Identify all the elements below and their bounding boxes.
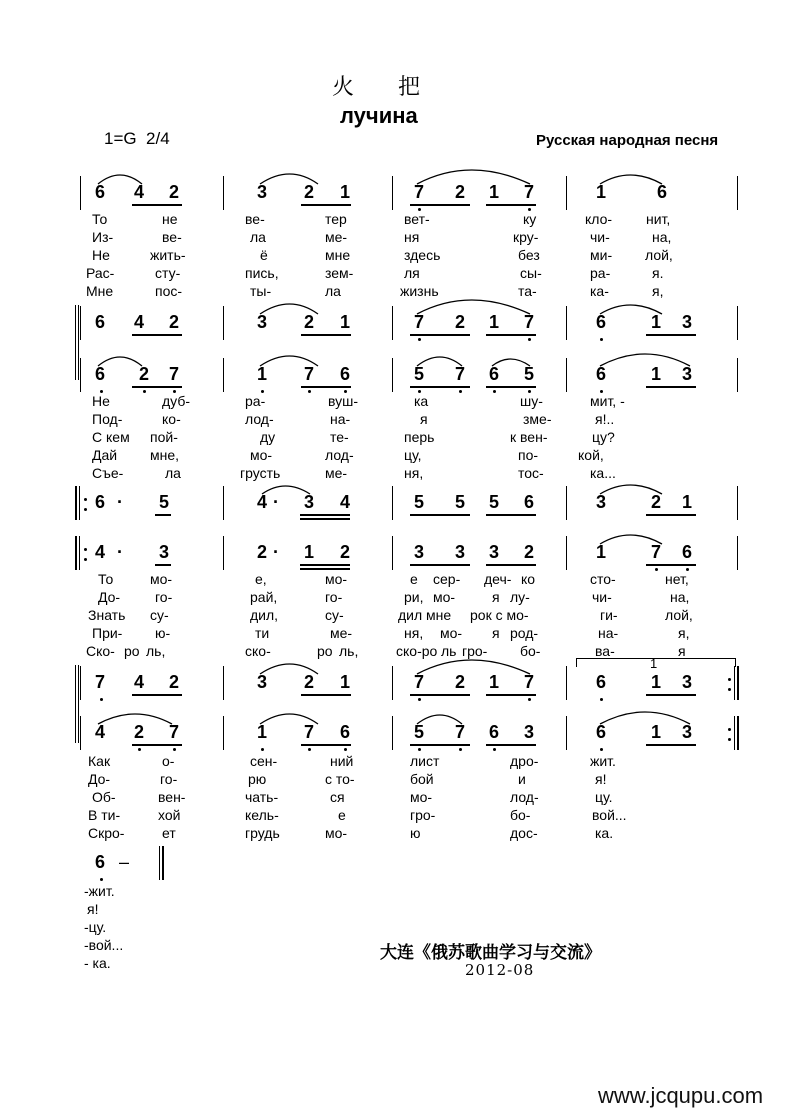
lyric: шу- bbox=[520, 393, 543, 409]
note: 5 bbox=[523, 364, 534, 384]
note: 3 bbox=[681, 312, 692, 332]
lyric: я bbox=[420, 411, 428, 427]
lyrics-verse-3 bbox=[0, 607, 790, 625]
lyric: лод- bbox=[325, 447, 354, 463]
lyric: -цу. bbox=[84, 919, 107, 935]
lyric: е, bbox=[255, 571, 267, 587]
lyric: ний bbox=[330, 753, 354, 769]
lyrics-verse-2 bbox=[0, 589, 790, 607]
lyric: цу, bbox=[404, 447, 422, 463]
lyric: Скро- bbox=[88, 825, 125, 841]
lyric: пос- bbox=[155, 283, 183, 299]
lyric: - ка. bbox=[84, 955, 111, 971]
lyric: Мне bbox=[86, 283, 114, 299]
note: 2 bbox=[168, 182, 179, 202]
lyric: я, bbox=[652, 283, 664, 299]
lyric: При- bbox=[92, 625, 123, 641]
note: 7 bbox=[94, 672, 105, 692]
lyric: я. bbox=[652, 265, 664, 281]
lyric: су- bbox=[150, 607, 169, 623]
note: 1 bbox=[339, 672, 350, 692]
note: 7 bbox=[413, 182, 424, 202]
note: 6 bbox=[488, 364, 499, 384]
lyric: ми- bbox=[590, 247, 613, 263]
lyric: ро bbox=[317, 643, 333, 659]
lyric: ю bbox=[410, 825, 421, 841]
lyric: ме- bbox=[325, 229, 348, 245]
note: 7 bbox=[303, 722, 314, 742]
lyric: лой, bbox=[665, 607, 693, 623]
lyrics-verse-1 bbox=[0, 571, 790, 589]
lyric: Ско- bbox=[86, 643, 115, 659]
note: 3 bbox=[595, 492, 606, 512]
lyric: ти bbox=[255, 625, 270, 641]
lyrics-verse-3 bbox=[0, 789, 790, 807]
lyric: грудь bbox=[245, 825, 280, 841]
lyric: мит, - bbox=[590, 393, 625, 409]
note: 6 bbox=[339, 722, 350, 742]
lyric: здесь bbox=[404, 247, 441, 263]
lyric: жизнь bbox=[400, 283, 439, 299]
slurs-system-3-upper bbox=[0, 472, 790, 502]
note: 5 bbox=[413, 492, 424, 512]
note: 3 bbox=[681, 722, 692, 742]
note: 7 bbox=[650, 542, 661, 562]
lyric: -жит. bbox=[84, 883, 115, 899]
note: 1 bbox=[595, 542, 606, 562]
note: 6 bbox=[488, 722, 499, 742]
lyric: пись, bbox=[245, 265, 279, 281]
note: 6 bbox=[656, 182, 667, 202]
lyric: рок с мо- bbox=[470, 607, 529, 623]
note: 4 bbox=[256, 492, 267, 512]
note: 2 bbox=[138, 364, 149, 384]
note: 2 bbox=[303, 312, 314, 332]
lyric: ль, bbox=[146, 643, 166, 659]
lyric: о- bbox=[162, 753, 175, 769]
lyric: Знать bbox=[88, 607, 126, 623]
lyric: сер- bbox=[433, 571, 461, 587]
lyric: чи- bbox=[590, 229, 610, 245]
lyric: лист bbox=[410, 753, 440, 769]
note: · bbox=[273, 492, 279, 512]
note: · bbox=[117, 542, 123, 562]
lyric: -вой... bbox=[84, 937, 124, 953]
lyric: рай, bbox=[250, 589, 278, 605]
lyric: ско- bbox=[245, 643, 271, 659]
lyric: ку bbox=[523, 211, 537, 227]
note: – bbox=[118, 852, 129, 872]
lyric: ла bbox=[165, 465, 181, 481]
note: 3 bbox=[413, 542, 424, 562]
note: 1 bbox=[339, 182, 350, 202]
note: 1 bbox=[303, 542, 314, 562]
note: 2 bbox=[133, 722, 144, 742]
slurs-system-1 bbox=[0, 162, 790, 192]
lyric: ла bbox=[325, 283, 341, 299]
lyric: зем- bbox=[325, 265, 354, 281]
lyric: дуб- bbox=[162, 393, 191, 409]
lyric: нит, bbox=[646, 211, 671, 227]
lyrics-verse-1 bbox=[0, 211, 790, 229]
note: 1 bbox=[650, 364, 661, 384]
note: 6 bbox=[523, 492, 534, 512]
lyric: То bbox=[92, 211, 108, 227]
note: 6 bbox=[94, 852, 105, 872]
lyric: ду bbox=[260, 429, 276, 445]
note: 4 bbox=[133, 312, 144, 332]
note: 7 bbox=[454, 722, 465, 742]
note: 6 bbox=[595, 364, 606, 384]
slurs-system-3-lower bbox=[0, 522, 790, 552]
lyric: До- bbox=[98, 589, 121, 605]
lyric: ка bbox=[414, 393, 429, 409]
lyric: мо- bbox=[250, 447, 273, 463]
lyric: род- bbox=[510, 625, 539, 641]
lyric: ты- bbox=[250, 283, 272, 299]
note: 2 bbox=[256, 542, 267, 562]
lyrics-verse-4 bbox=[0, 807, 790, 825]
lyric: дос- bbox=[510, 825, 538, 841]
note: · bbox=[273, 542, 279, 562]
lyrics-verse-2 bbox=[0, 229, 790, 247]
lyric: ве- bbox=[162, 229, 182, 245]
note: 5 bbox=[413, 364, 424, 384]
lyric: к вен- bbox=[510, 429, 548, 445]
lyric: Не bbox=[92, 393, 110, 409]
note: 2 bbox=[168, 312, 179, 332]
note: 6 bbox=[681, 542, 692, 562]
lyric: сто- bbox=[590, 571, 616, 587]
lyric: грусть bbox=[240, 465, 281, 481]
lyric: лод- bbox=[510, 789, 539, 805]
lyric: лу- bbox=[510, 589, 530, 605]
staff-system-5 bbox=[0, 850, 790, 880]
lyric: ко- bbox=[162, 411, 181, 427]
note: 1 bbox=[595, 182, 606, 202]
lyric: бо- bbox=[520, 643, 541, 659]
lyric: мо- bbox=[150, 571, 173, 587]
note: 4 bbox=[339, 492, 350, 512]
lyric: мо- bbox=[440, 625, 463, 641]
lyric: лод- bbox=[245, 411, 274, 427]
note: 6 bbox=[94, 364, 105, 384]
lyric: го- bbox=[155, 589, 173, 605]
footer-date: 2012-08 bbox=[465, 961, 535, 979]
footer-credit: 大连《俄苏歌曲学习与交流》 bbox=[380, 943, 601, 963]
lyric: жить- bbox=[150, 247, 186, 263]
lyric: В ти- bbox=[88, 807, 121, 823]
note: 1 bbox=[256, 722, 267, 742]
lyric: Как bbox=[88, 753, 111, 769]
title-russian: лучина bbox=[340, 103, 418, 128]
lyric: ва- bbox=[595, 643, 615, 659]
lyric: мо- bbox=[325, 825, 348, 841]
lyric: ю- bbox=[155, 625, 171, 641]
lyric: ме- bbox=[325, 465, 348, 481]
note: 6 bbox=[339, 364, 350, 384]
lyric: и bbox=[518, 771, 526, 787]
volta-number: 1 bbox=[650, 656, 658, 671]
lyric: ль bbox=[441, 643, 457, 659]
lyric: бо- bbox=[510, 807, 531, 823]
note: 1 bbox=[488, 312, 499, 332]
lyric: ет bbox=[162, 825, 176, 841]
subtitle: Русская народная песня bbox=[536, 132, 719, 149]
note: 2 bbox=[303, 672, 314, 692]
note: 6 bbox=[595, 722, 606, 742]
lyric: гро- bbox=[410, 807, 436, 823]
lyric: кой, bbox=[578, 447, 604, 463]
lyrics-verse-4 bbox=[0, 447, 790, 465]
lyric: перь bbox=[404, 429, 435, 445]
lyric: Съе- bbox=[92, 465, 124, 481]
lyric: вуш- bbox=[328, 393, 359, 409]
lyric: ля bbox=[404, 265, 420, 281]
lyric: дро- bbox=[510, 753, 539, 769]
note: 1 bbox=[256, 364, 267, 384]
lyric: на- bbox=[598, 625, 619, 641]
lyric: ри, bbox=[404, 589, 424, 605]
lyric: деч- bbox=[484, 571, 512, 587]
note: 2 bbox=[168, 672, 179, 692]
lyric: хой bbox=[158, 807, 181, 823]
lyric: нет, bbox=[665, 571, 689, 587]
lyric: ско-ро bbox=[396, 643, 438, 659]
lyric: я, bbox=[678, 625, 690, 641]
lyric: те- bbox=[330, 429, 349, 445]
lyric: Рас- bbox=[86, 265, 115, 281]
key-signature: 1=G 2/4 bbox=[104, 129, 170, 148]
lyric: ль, bbox=[339, 643, 359, 659]
lyric: тер bbox=[325, 211, 347, 227]
lyric: вой... bbox=[592, 807, 627, 823]
lyric: ме- bbox=[330, 625, 353, 641]
slurs-system-2-upper bbox=[0, 292, 790, 322]
lyrics-verse-4 bbox=[0, 265, 790, 283]
lyric: ро bbox=[124, 643, 140, 659]
note: 1 bbox=[339, 312, 350, 332]
lyric: мне bbox=[325, 247, 351, 263]
lyric: го- bbox=[160, 771, 178, 787]
lyric: ка- bbox=[590, 283, 609, 299]
lyric: на, bbox=[670, 589, 690, 605]
lyric: сен- bbox=[250, 753, 278, 769]
lyric: ка... bbox=[590, 465, 616, 481]
note: 4 bbox=[94, 542, 105, 562]
lyric: без bbox=[518, 247, 540, 263]
note: 2 bbox=[339, 542, 350, 562]
lyric: рю bbox=[248, 771, 267, 787]
lyric: е bbox=[338, 807, 346, 823]
lyric: ла bbox=[250, 229, 266, 245]
lyric: дил, bbox=[250, 607, 279, 623]
note: 7 bbox=[168, 722, 179, 742]
lyric: мо- bbox=[410, 789, 433, 805]
note: 7 bbox=[523, 672, 534, 692]
note: 3 bbox=[256, 312, 267, 332]
lyric: ра- bbox=[590, 265, 611, 281]
note: 7 bbox=[303, 364, 314, 384]
lyric: чать- bbox=[245, 789, 279, 805]
lyric: дил мне bbox=[398, 607, 452, 623]
lyrics-verse-3 bbox=[0, 429, 790, 447]
slurs-system-4-lower bbox=[0, 702, 790, 732]
lyric: е bbox=[410, 571, 418, 587]
lyric: зме- bbox=[523, 411, 552, 427]
lyric: Под- bbox=[92, 411, 123, 427]
lyric: я bbox=[492, 625, 500, 641]
note: 1 bbox=[650, 722, 661, 742]
lyric: ня bbox=[404, 229, 420, 245]
lyric: мо- bbox=[433, 589, 456, 605]
website-watermark: www.jcqupu.com bbox=[598, 1083, 764, 1108]
lyric: по- bbox=[518, 447, 539, 463]
note: 7 bbox=[523, 182, 534, 202]
lyric: цу. bbox=[595, 789, 613, 805]
lyric: лой, bbox=[645, 247, 673, 263]
lyric: тос- bbox=[518, 465, 544, 481]
lyric: кло- bbox=[585, 211, 613, 227]
title-chinese: 火把 bbox=[332, 75, 465, 100]
note: 6 bbox=[94, 492, 105, 512]
note: 2 bbox=[454, 182, 465, 202]
lyric: кель- bbox=[245, 807, 279, 823]
lyric: ра- bbox=[245, 393, 266, 409]
lyrics-verse-1 bbox=[0, 753, 790, 771]
lyric: го- bbox=[325, 589, 343, 605]
note: · bbox=[117, 492, 123, 512]
lyric: ня, bbox=[404, 465, 424, 481]
note: 3 bbox=[256, 672, 267, 692]
lyric: цу? bbox=[592, 429, 615, 445]
note: 7 bbox=[454, 364, 465, 384]
slurs-system-4-upper bbox=[0, 652, 790, 682]
lyric: мне, bbox=[150, 447, 180, 463]
note: 2 bbox=[523, 542, 534, 562]
lyrics-verse-4 bbox=[0, 625, 790, 643]
lyric: бой bbox=[410, 771, 434, 787]
lyric: До- bbox=[88, 771, 111, 787]
lyric: мо- bbox=[325, 571, 348, 587]
lyric: ё bbox=[260, 247, 268, 263]
lyric: я bbox=[492, 589, 500, 605]
note: 1 bbox=[488, 672, 499, 692]
note: 1 bbox=[650, 312, 661, 332]
note: 3 bbox=[681, 672, 692, 692]
note: 4 bbox=[94, 722, 105, 742]
note: 3 bbox=[303, 492, 314, 512]
lyric: Дай bbox=[92, 447, 118, 463]
slurs-system-2-lower bbox=[0, 344, 790, 374]
lyric: Не bbox=[92, 247, 110, 263]
lyrics-verse-5 bbox=[0, 825, 790, 843]
lyric: пой- bbox=[150, 429, 178, 445]
note: 4 bbox=[133, 672, 144, 692]
note: 3 bbox=[454, 542, 465, 562]
note: 6 bbox=[94, 182, 105, 202]
lyric: сту- bbox=[155, 265, 181, 281]
note: 1 bbox=[488, 182, 499, 202]
lyric: ка. bbox=[595, 825, 614, 841]
lyric: я!.. bbox=[595, 411, 615, 427]
lyric: ве- bbox=[245, 211, 265, 227]
note: 7 bbox=[168, 364, 179, 384]
lyric: ня, bbox=[404, 625, 424, 641]
note: 6 bbox=[595, 312, 606, 332]
lyric: гро- bbox=[462, 643, 488, 659]
note: 3 bbox=[158, 542, 169, 562]
note: 5 bbox=[488, 492, 499, 512]
note: 1 bbox=[681, 492, 692, 512]
lyric: То bbox=[98, 571, 114, 587]
note: 2 bbox=[303, 182, 314, 202]
lyric: та- bbox=[518, 283, 537, 299]
note: 3 bbox=[488, 542, 499, 562]
lyric: не bbox=[162, 211, 178, 227]
note: 7 bbox=[413, 672, 424, 692]
lyric: я! bbox=[595, 771, 607, 787]
lyric: я bbox=[678, 643, 686, 659]
lyric: ги- bbox=[600, 607, 618, 623]
note: 4 bbox=[133, 182, 144, 202]
lyrics-verse-3 bbox=[0, 247, 790, 265]
note: 3 bbox=[681, 364, 692, 384]
lyrics-verse-2 bbox=[0, 411, 790, 429]
lyric: С кем bbox=[92, 429, 130, 445]
lyric: кру- bbox=[513, 229, 539, 245]
lyric: ся bbox=[330, 789, 345, 805]
lyric: я! bbox=[87, 901, 99, 917]
lyric: вен- bbox=[158, 789, 186, 805]
note: 7 bbox=[523, 312, 534, 332]
note: 5 bbox=[413, 722, 424, 742]
note: 6 bbox=[595, 672, 606, 692]
lyric: на- bbox=[330, 411, 351, 427]
lyric: чи- bbox=[592, 589, 612, 605]
note: 3 bbox=[256, 182, 267, 202]
lyric: Из- bbox=[92, 229, 114, 245]
note: 5 bbox=[158, 492, 169, 512]
lyrics-verse-2 bbox=[0, 771, 790, 789]
note: 3 bbox=[523, 722, 534, 742]
note: 5 bbox=[454, 492, 465, 512]
lyric: сы- bbox=[520, 265, 542, 281]
note: 2 bbox=[454, 672, 465, 692]
note: 1 bbox=[650, 672, 661, 692]
lyric: ко bbox=[521, 571, 536, 587]
lyric: с то- bbox=[325, 771, 355, 787]
lyric: на, bbox=[652, 229, 672, 245]
note: 2 bbox=[650, 492, 661, 512]
lyric: Об- bbox=[92, 789, 116, 805]
lyric: жит. bbox=[590, 753, 616, 769]
lyrics-verse-1 bbox=[0, 393, 790, 411]
note: 2 bbox=[454, 312, 465, 332]
note: 7 bbox=[413, 312, 424, 332]
note: 6 bbox=[94, 312, 105, 332]
lyric: вет- bbox=[404, 211, 430, 227]
lyric: су- bbox=[325, 607, 344, 623]
